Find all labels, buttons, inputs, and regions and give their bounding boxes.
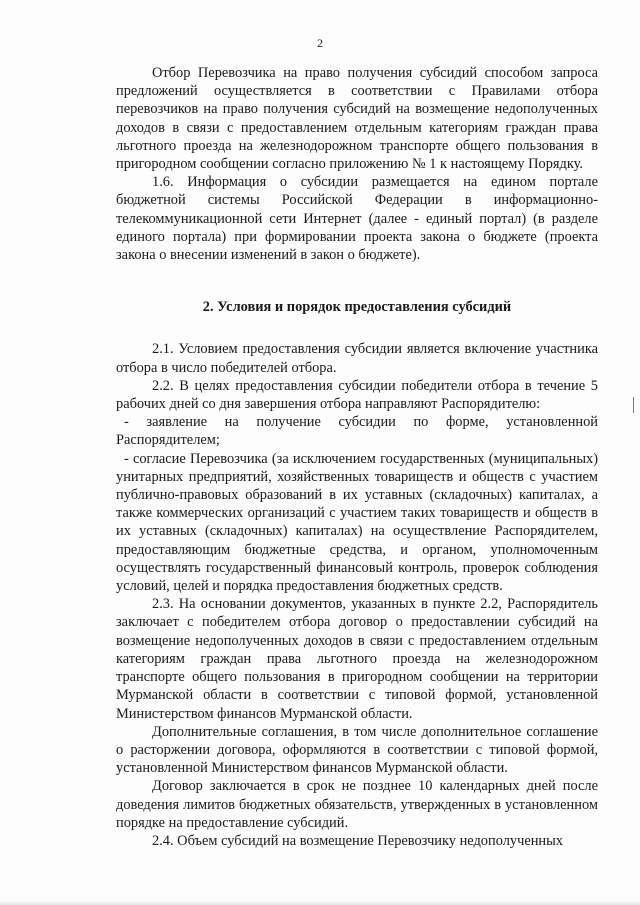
paragraph-1-6: 1.6. Информация о субсидии размещается на едином портале бюджетной системы Российской Федерации в информационно-телекоммуникационной сети Интернет (далее - единый портал) (в разделе единого портала) при формировании проекта закона о бюджете (проекта закона о внесении изменений в закон о бюджете). [116, 174, 598, 264]
section-heading: 2. Условия и порядок предоставления субсидий [202, 299, 512, 316]
paragraph-2-4: 2.4. Объем субсидий на возмещение Перевозчику недополученных [152, 832, 563, 849]
paragraph-contract-term: Договор заключается в срок не позднее 10 календарных дней после доведения лимитов бюджетных обязательств, утвержденных в установленном порядке на предоставление субсидий. [116, 778, 598, 831]
paragraph-additional-agreements: Дополнительные соглашения, в том числе дополнительное соглашение о расторжении договора, оформляются в соответствии с типовой формой, установленной Министерством финансов Мурманской области. [116, 723, 598, 777]
document-body [116, 64, 598, 850]
bullet-application: - заявление на получение субсидии по форме, установленной Распорядителем; [116, 414, 598, 449]
paragraph-2-1: 2.1. Условием предоставления субсидии является включение участника отбора в число победителей отбора. [116, 341, 598, 376]
paragraph-2-3: 2.3. На основании документов, указанных в пункте 2.2, Распорядитель заключает с победителем отбора договор о предоставлении субсидий на возмещение недополученных доходов в связи с предоставлением отдельным категориям граждан права льготного проезда на железнодорожном транспорте общего пользования в пригородном сообщении на территории Мурманской области в соответствии с типовой формой, установленной Министерством финансов Мурманской области. [116, 596, 598, 722]
page-number: 2 [317, 36, 323, 50]
paragraph-selection-procedure: Отбор Перевозчика на право получения субсидий способом запроса предложений осуществляется в соответствии с Правилами отбора перевозчиков на право получения субсидий на возмещение недополученных доходов в связи с предоставлением отдельным категориям граждан права льготного проезда на железнодорожном транспорте общего пользования в пригородном сообщении согласно приложению № 1 к настоящему Порядку. [116, 65, 598, 173]
scan-edge [0, 900, 640, 905]
scan-mark [633, 397, 634, 413]
bullet-consent: - согласие Перевозчика (за исключением государственных (муниципальных) унитарных предприятий, хозяйственных товариществ и обществ с участием публично-правовых образований в их уставных (складочных) капиталах, а также коммерческих организаций с участием таких товариществ и обществ в их уставных (складочных) капиталах) на осуществление Распорядителем, предоставляющим бюджетные средства, и органом, уполномоченным осуществлять государственный финансовый контроль, проверок соблюдения условий, целей и порядка предоставления бюджетных средств. [116, 450, 598, 595]
paragraph-2-2: 2.2. В целях предоставления субсидии победители отбора в течение 5 рабочих дней со дня завершения отбора направляют Распорядителю: [116, 377, 598, 413]
